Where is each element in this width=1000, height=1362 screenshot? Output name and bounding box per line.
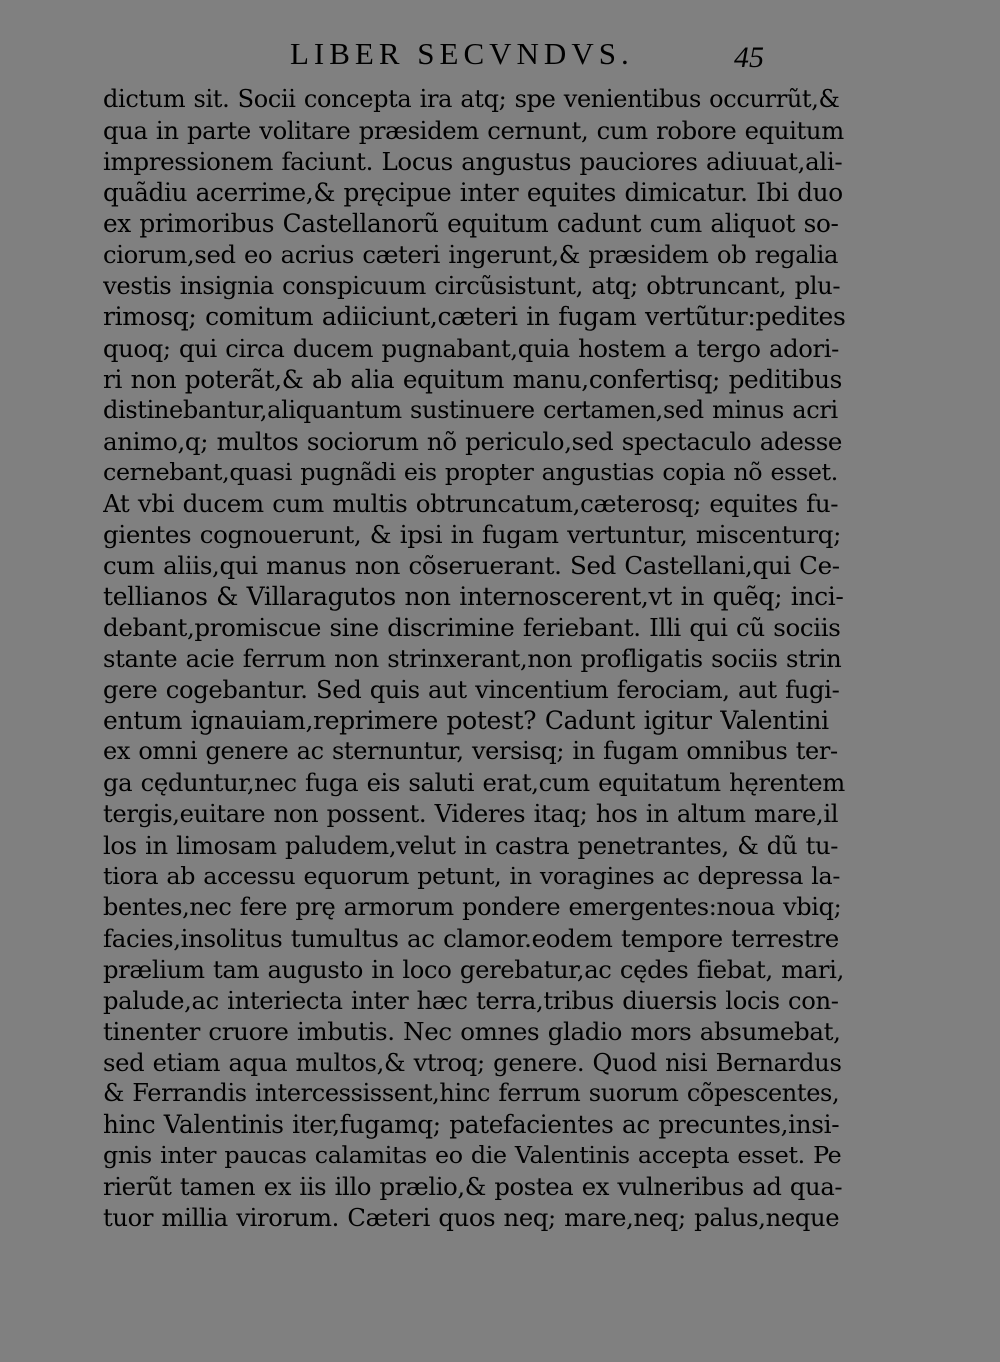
text-line: debant,promiscue sine discrimine feriebant. Illi qui cũ sociis xyxy=(103,613,841,643)
text-line: dictum sit. Socii concepta ira atq; spe venientibus occurrũt,& xyxy=(103,85,840,113)
text-line: quoq; qui circa ducem pugnabant,quia hostem a tergo adori- xyxy=(103,333,840,363)
text-line: tinenter cruore imbutis. Nec omnes gladio mors absumebat, xyxy=(103,1016,841,1046)
text-line: distinebantur,aliquantum sustinuere certamen,sed minus acri xyxy=(103,395,838,424)
page-number: 45 xyxy=(734,41,764,74)
running-head-title: LIBER SECVNDVS. xyxy=(290,36,634,71)
text-line: & Ferrandis intercessissent,hinc ferrum suorum cõpescentes, xyxy=(103,1079,840,1107)
text-line: cernebant,quasi pugnãdi eis propter angustias copia nõ esset. xyxy=(103,457,838,486)
text-line: gientes cognouerunt, & ipsi in fugam vertuntur, miscenturq; xyxy=(103,519,841,549)
text-line: entum ignauiam,reprimere potest? Cadunt igitur Valentini xyxy=(103,706,829,736)
text-line: prælium tam augusto in loco gerebatur,ac cędes fiebat, mari, xyxy=(103,954,844,984)
text-line: vestis insignia conspicuum circũsistunt, atq; obtruncant, plu- xyxy=(103,271,841,301)
text-line: rimosq; comitum adiiciunt,cæteri in fugam vertũtur:pedites xyxy=(103,302,845,332)
text-line: tuor millia virorum. Cæteri quos neq; mare,neq; palus,neque xyxy=(103,1203,840,1233)
text-line: stante acie ferrum non strinxerant,non profligatis sociis strin xyxy=(103,644,842,674)
text-line: ri non poterãt,& ab alia equitum manu,confertisq; peditibus xyxy=(103,364,843,394)
text-line: ciorum,sed eo acrius cæteri ingerunt,& præsidem ob regalia xyxy=(103,240,839,270)
text-line: gnis inter paucas calamitas eo die Valentinis accepta esset. Pe xyxy=(103,1141,842,1170)
text-line: sed etiam aqua multos,& vtroq; genere. Quod nisi Bernardus xyxy=(103,1047,842,1077)
text-line: gere cogebantur. Sed quis aut vincentium ferociam, aut fugi- xyxy=(103,675,840,705)
text-line: facies,insolitus tumultus ac clamor.eodem tempore terrestre xyxy=(103,923,839,953)
text-line: At vbi ducem cum multis obtruncatum,cæterosq; equites fu- xyxy=(103,488,839,518)
text-line: quãdiu acerrime,& pręcipue inter equites dimicatur. Ibi duo xyxy=(103,178,843,208)
text-line: tergis,euitare non possent. Videres itaq; hos in altum mare,il xyxy=(103,799,839,829)
text-line: los in limosam paludem,velut in castra penetrantes, & dũ tu- xyxy=(103,830,839,860)
text-line: ex omni genere ac sternuntur, versisq; in fugam omnibus ter- xyxy=(103,737,838,766)
text-line: tellianos & Villaragutos non internoscerent,vt in quẽq; inci- xyxy=(103,582,844,611)
text-line: bentes,nec fere prę armorum pondere emergentes:noua vbiq; xyxy=(103,892,842,921)
running-head xyxy=(290,34,830,74)
text-line: tiora ab accessu equorum petunt, in voragines ac depressa la- xyxy=(103,861,841,890)
text-line: ga cęduntur,nec fuga eis saluti erat,cum equitatum hęrentem xyxy=(103,768,845,798)
text-line: hinc Valentinis iter,fugamq; patefacientes ac precuntes,insi- xyxy=(103,1110,840,1140)
text-line: animo,q; multos sociorum nõ periculo,sed spectaculo adesse xyxy=(103,426,843,456)
text-line: palude,ac interiecta inter hæc terra,tribus diuersis locis con- xyxy=(103,985,839,1015)
body-text xyxy=(103,84,845,1233)
text-line: impressionem faciunt. Locus angustus pauciores adiuuat,ali- xyxy=(103,147,843,177)
text-line: cum aliis,qui manus non cõseruerant. Sed Castellani,qui Ce- xyxy=(103,550,840,580)
text-line: qua in parte volitare præsidem cernunt, cum robore equitum xyxy=(103,116,844,146)
text-line: ex primoribus Castellanorũ equitum cadunt cum aliquot so- xyxy=(103,209,839,239)
text-line: rierũt tamen ex iis illo prælio,& postea ex vulneribus ad qua- xyxy=(103,1172,843,1202)
